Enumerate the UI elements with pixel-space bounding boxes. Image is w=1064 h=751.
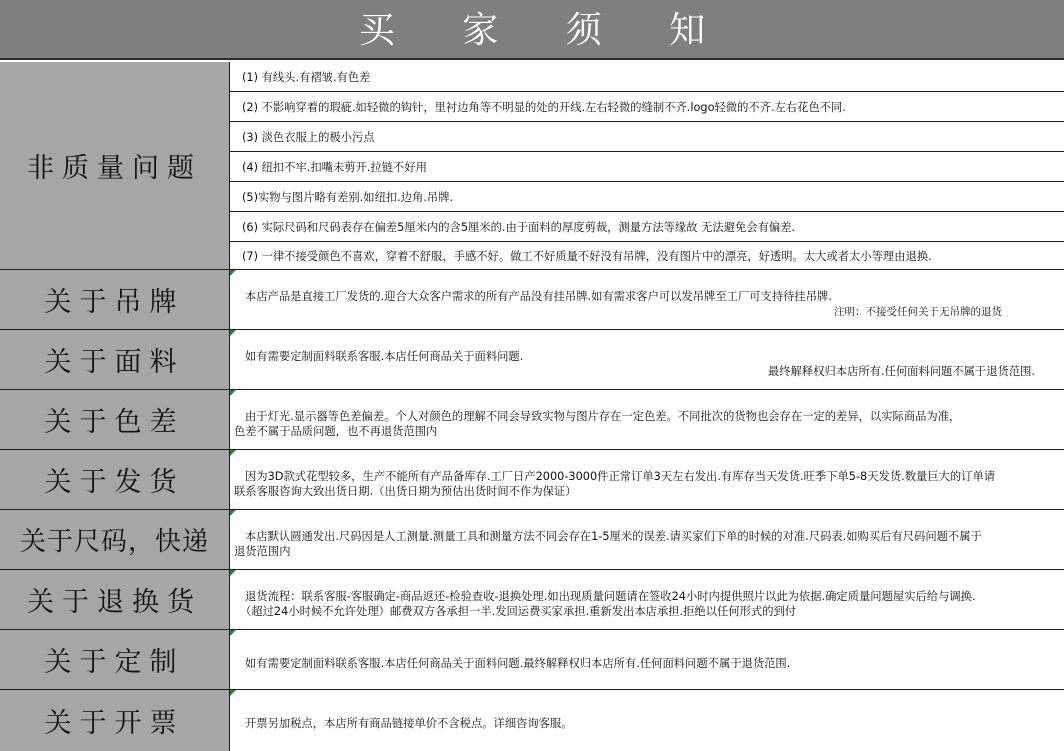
section-label-shipping: 关于发货	[0, 450, 230, 510]
section-text: 色差不属于品质问题，也不再退货范围内	[234, 425, 438, 438]
cell-comment-marker	[230, 690, 236, 696]
section-label-tags: 关于吊牌	[0, 270, 230, 330]
page-title: 买 家 须 知	[0, 0, 1064, 60]
cell-comment-marker	[230, 330, 236, 336]
list-item: (5)实物与图片略有差别.如纽扣.边角.吊牌.	[230, 182, 1064, 212]
cell-comment-marker	[230, 390, 236, 396]
section-label-color: 关于色差	[0, 390, 230, 450]
section-text: 如有需要定制面料联系客服.本店任何商品关于面料问题.	[245, 350, 524, 363]
list-item: (6) 实际尺码和尺码表存在偏差5厘米内的含5厘米的.由于面料的厚度剪裁，测量方法等缘故 无法避免会有偏差.	[230, 212, 1064, 242]
section-text: 由于灯光.显示器等色差偏差。个人对颜色的理解不同会导致实物与图片存在一定色差。不同批次的货物也会存在一定的差异，以实际商品为准，	[245, 410, 961, 423]
section-label-custom: 关于定制	[0, 630, 230, 690]
section-label-size-courier: 关于尺码，快递	[0, 510, 230, 570]
cell-comment-marker	[230, 630, 236, 636]
section-text: （超过24小时候不允许处理）邮费双方各承担一半.发回运费买家承担.重新发出本店承担.拒绝以任何形式的到付	[240, 605, 797, 618]
section-text: 因为3D款式花型较多，生产不能所有产品备库存.工厂日产2000-3000件正常订单3天左右发出.有库存当天发货.旺季下单5-8天发货.数量巨大的订单请	[245, 470, 996, 483]
section-content-fabric	[230, 330, 1064, 390]
section-content-invoice	[230, 690, 1064, 751]
section-content-returns	[230, 570, 1064, 630]
section-label-non-quality: 非质量问题	[0, 62, 230, 270]
list-item: (2) 不影响穿着的瑕疵.如轻微的钩针，里衬边角等不明显的处的开线.左右轻微的缝制不齐.logo轻微的不齐.左右花色不同.	[230, 92, 1064, 122]
cell-comment-marker	[230, 270, 236, 276]
section-label-returns: 关于退换货	[0, 570, 230, 630]
section-text: 开票另加税点，本店所有商品链接单价不含税点。详细咨询客服。	[245, 717, 573, 730]
section-text: 退货流程：联系客服-客服确定-商品返还-检验查收-退换处理.如出现质量问题请在签收24小时内提供照片以此为依据.确定质量问题屋实后给与调换.	[245, 590, 976, 603]
section-text: 本店默认圆通发出.尺码因是人工测量.测量工具和测量方法不同会存在1-5厘米的误差.请买家们下单的时候的对准.尺码表.如购买后有尺码问题不属于	[245, 530, 982, 543]
section-content-tags	[230, 270, 1064, 330]
cell-comment-marker	[230, 510, 236, 516]
cell-comment-marker	[230, 450, 236, 456]
section-text: 退货范围内	[234, 545, 291, 558]
section-label-fabric: 关于面料	[0, 330, 230, 390]
section-note: 最终解释权归本店所有.任何面料问题不属于退货范围.	[768, 365, 1036, 378]
section-content-non-quality	[230, 62, 1064, 270]
section-content-shipping	[230, 450, 1064, 510]
list-item: (7) 一律不接受颜色不喜欢，穿着不舒服，手感不好。做工不好质量不好没有吊牌，没有图片中的漂亮，好透明。太大或者太小等理由退换.	[242, 250, 932, 263]
section-label-invoice: 关于开票	[0, 690, 230, 751]
list-item: (4) 纽扣不牢.扣嘴未剪开.拉链不好用	[230, 152, 1064, 182]
cell-comment-marker	[230, 570, 236, 576]
section-content-color	[230, 390, 1064, 450]
section-note: 注明：不接受任何关于无吊牌的退货	[834, 306, 1002, 318]
section-text: 如有需要定制面料联系客服.本店任何商品关于面料问题.最终解释权归本店所有.任何面料问题不属于退货范围.	[245, 657, 791, 670]
section-text: 本店产品是直接工厂发货的.迎合大众客户需求的所有产品没有挂吊牌.如有需求客户可以发吊牌至工厂可支持待挂吊牌.	[245, 290, 832, 303]
section-content-custom	[230, 630, 1064, 690]
section-content-size-courier	[230, 510, 1064, 570]
list-item: (1) 有线头.有褶皱.有色差	[230, 62, 1064, 92]
list-item: (3) 淡色衣服上的极小污点	[230, 122, 1064, 152]
section-text: 联系客服咨询大致出货日期.（出货日期为预估出货时间不作为保证）	[234, 485, 577, 498]
